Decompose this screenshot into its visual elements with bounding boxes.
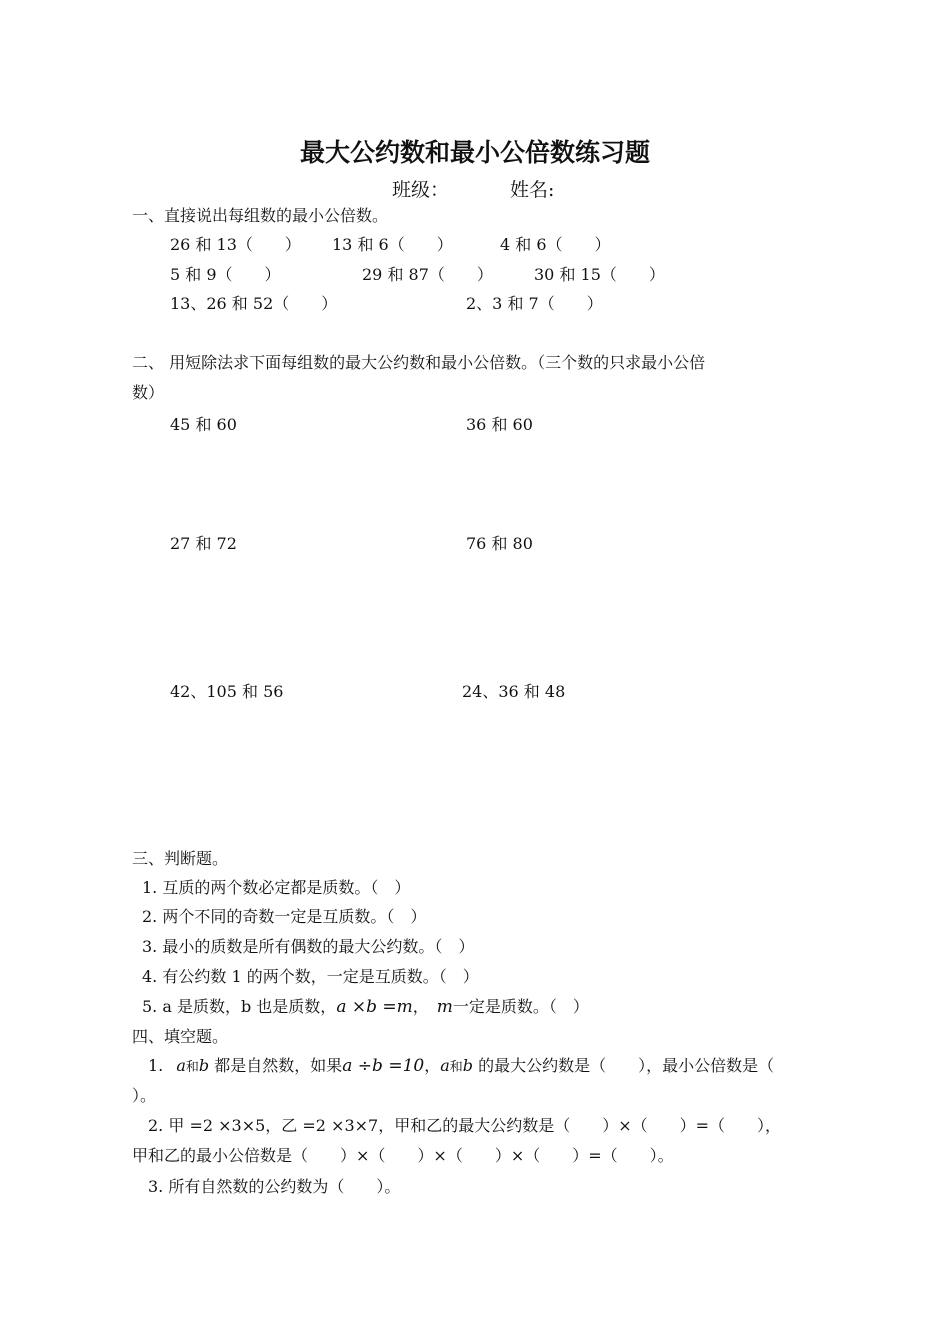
q5-text-a: 5. a 是质数，b 也是质数， xyxy=(142,997,337,1016)
q1-var-a: a xyxy=(176,1056,186,1075)
s1-item: 2、3 和 7（ ） xyxy=(466,294,603,313)
q1-number: 1. xyxy=(148,1056,164,1075)
q1-he2: 和 xyxy=(449,1060,463,1075)
class-label: 班级： xyxy=(392,179,450,201)
s2-item: 24、36 和 48 xyxy=(462,682,566,701)
q5-text-b: 一定是质数。（ ） xyxy=(452,997,589,1016)
q1-text-3: 的最大公约数是（ ），最小公倍数是（ xyxy=(473,1056,775,1075)
q1-formula: a ÷b =10 xyxy=(342,1056,425,1076)
s2-item: 36 和 60 xyxy=(466,415,533,434)
s1-item: 5 和 9（ ） xyxy=(170,265,281,284)
fill-question-1-cont: ）。 xyxy=(132,1086,157,1105)
fill-question-1 xyxy=(148,1053,774,1076)
q1-var-a2: a xyxy=(440,1056,450,1075)
section4-heading: 四、填空题。 xyxy=(132,1027,229,1046)
q1-text-2: ， xyxy=(424,1056,441,1075)
q5-variable-m: m xyxy=(436,997,453,1017)
judge-question: 4. 有公约数 1 的两个数，一定是互质数。（ ） xyxy=(142,967,479,986)
s1-item: 29 和 87（ ） xyxy=(362,265,493,284)
name-label: 姓名: xyxy=(510,179,555,201)
q1-text-1: 都是自然数，如果 xyxy=(209,1056,343,1075)
judge-question xyxy=(142,994,589,1017)
q5-formula: a ×b =m xyxy=(336,997,413,1017)
section2-heading-cont: 数） xyxy=(132,383,165,402)
s1-item: 4 和 6（ ） xyxy=(500,235,611,254)
s1-item: 13、26 和 52（ ） xyxy=(170,294,338,313)
fill-question-2: 2. 甲 =2 ×3×5，乙 =2 ×3×7，甲和乙的最大公约数是（ ）×（ ）=（ ）， xyxy=(148,1116,782,1135)
s1-item: 30 和 15（ ） xyxy=(534,265,665,284)
q1-var-b: b xyxy=(198,1056,210,1075)
s2-item: 76 和 80 xyxy=(466,534,533,553)
fill-question-2-cont: 甲和乙的最小公倍数是（ ）×（ ）×（ ）×（ ）=（ ）。 xyxy=(132,1146,674,1165)
s1-item: 13 和 6（ ） xyxy=(332,235,453,254)
fill-question-3: 3. 所有自然数的公约数为（ ）。 xyxy=(148,1177,401,1196)
page-title: 最大公约数和最小公倍数练习题 xyxy=(299,138,650,167)
judge-question: 1. 互质的两个数必定都是质数。（ ） xyxy=(142,878,411,897)
judge-question: 2. 两个不同的奇数一定是互质数。（ ） xyxy=(142,907,427,926)
q5-separator: ， xyxy=(412,997,429,1016)
section2-heading: 二、 用短除法求下面每组数的最大公约数和最小公倍数。（三个数的只求最小公倍 xyxy=(132,353,706,372)
s1-item: 26 和 13（ ） xyxy=(170,235,301,254)
judge-question: 3. 最小的质数是所有偶数的最大公约数。（ ） xyxy=(142,937,475,956)
q1-var-b2: b xyxy=(462,1056,474,1075)
s2-item: 42、105 和 56 xyxy=(170,682,284,701)
s2-item: 45 和 60 xyxy=(170,415,237,434)
section3-heading: 三、判断题。 xyxy=(132,849,229,868)
s2-item: 27 和 72 xyxy=(170,534,237,553)
section1-heading: 一、直接说出每组数的最小公倍数。 xyxy=(132,206,389,225)
q1-he: 和 xyxy=(185,1060,199,1075)
